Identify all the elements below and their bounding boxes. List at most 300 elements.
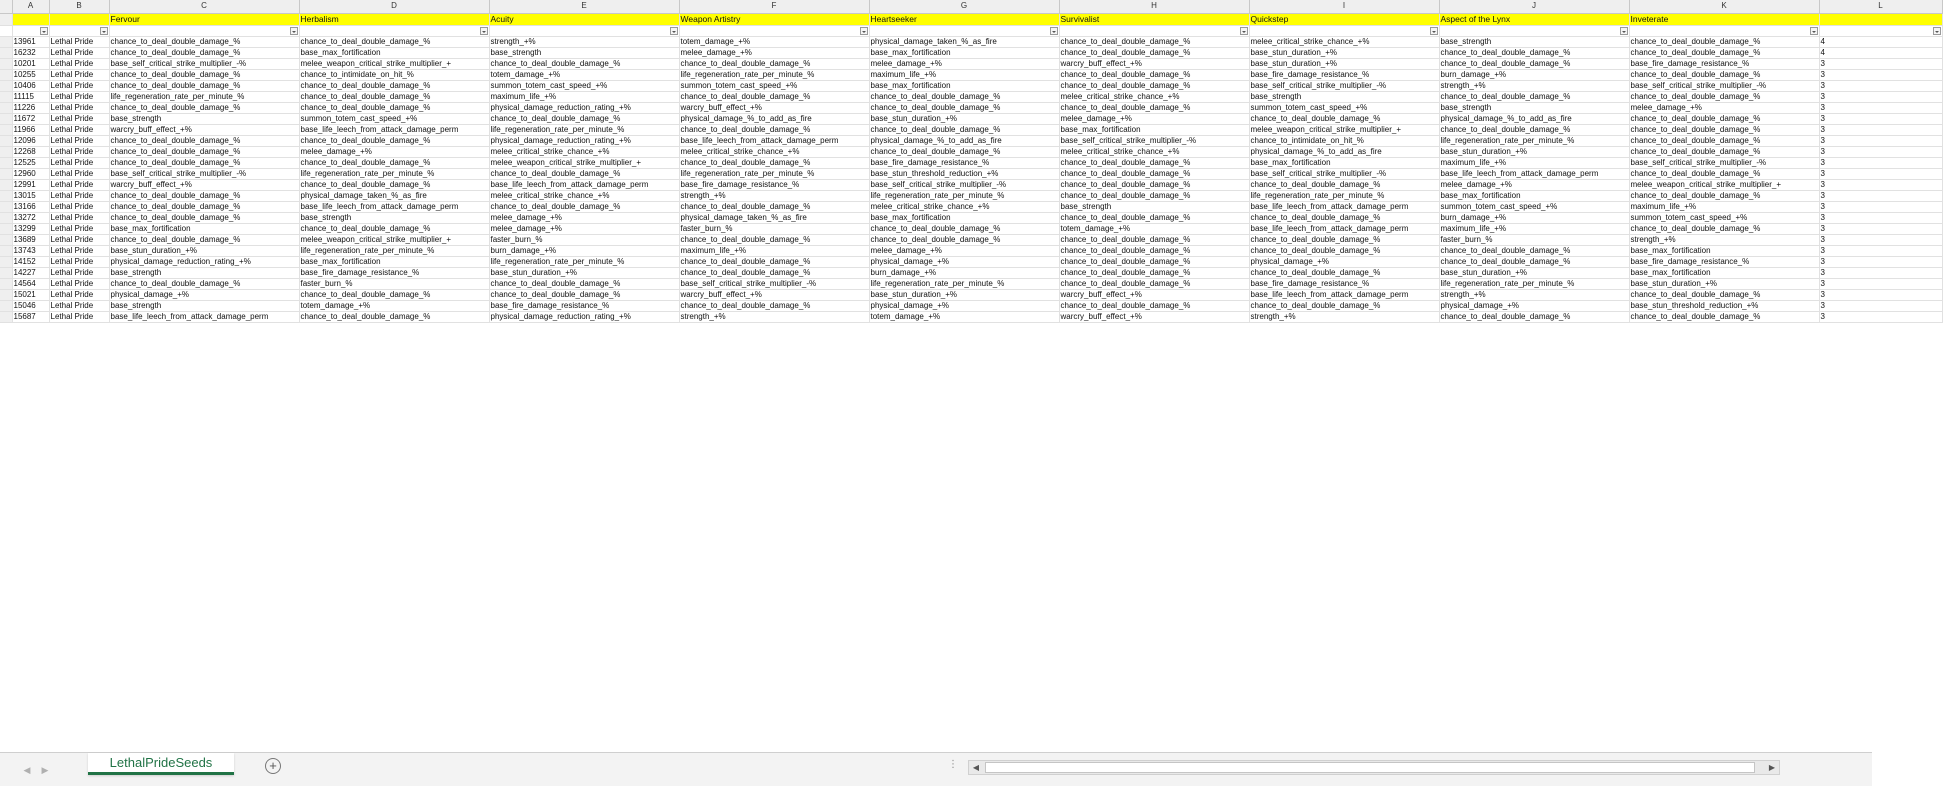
stat-cell[interactable]: chance_to_deal_double_damage_% xyxy=(679,201,869,212)
stat-cell[interactable]: chance_to_deal_double_damage_% xyxy=(1249,245,1439,256)
stat-cell[interactable]: chance_to_deal_double_damage_% xyxy=(1439,245,1629,256)
stat-cell[interactable]: totem_damage_+% xyxy=(489,69,679,80)
stat-cell[interactable]: burn_damage_+% xyxy=(1439,212,1629,223)
count-cell[interactable]: 3 xyxy=(1819,190,1942,201)
stat-cell[interactable]: base_fire_damage_resistance_% xyxy=(299,267,489,278)
filter-cell[interactable] xyxy=(109,25,299,36)
stat-cell[interactable]: base_stun_duration_+% xyxy=(1439,146,1629,157)
row-header[interactable] xyxy=(0,190,12,201)
stat-cell[interactable]: base_self_critical_strike_multiplier_-% xyxy=(1249,80,1439,91)
jewel-name-cell[interactable]: Lethal Pride xyxy=(49,256,109,267)
column-title[interactable]: Herbalism xyxy=(299,13,489,25)
stat-cell[interactable]: physical_damage_reduction_rating_+% xyxy=(489,102,679,113)
stat-cell[interactable]: physical_damage_%_to_add_as_fire xyxy=(679,113,869,124)
row-header[interactable] xyxy=(0,69,12,80)
stat-cell[interactable]: chance_to_deal_double_damage_% xyxy=(1629,36,1819,47)
seed-id-cell[interactable]: 11966 xyxy=(12,124,49,135)
stat-cell[interactable]: summon_totem_cast_speed_+% xyxy=(1629,212,1819,223)
column-header-I[interactable]: I xyxy=(1249,0,1439,13)
stat-cell[interactable]: chance_to_deal_double_damage_% xyxy=(109,47,299,58)
stat-cell[interactable]: life_regeneration_rate_per_minute_% xyxy=(679,69,869,80)
stat-cell[interactable]: base_fire_damage_resistance_% xyxy=(1249,278,1439,289)
filter-cell[interactable] xyxy=(299,25,489,36)
stat-cell[interactable]: chance_to_deal_double_damage_% xyxy=(1059,69,1249,80)
jewel-name-cell[interactable]: Lethal Pride xyxy=(49,58,109,69)
stat-cell[interactable]: chance_to_deal_double_damage_% xyxy=(489,113,679,124)
jewel-name-cell[interactable]: Lethal Pride xyxy=(49,157,109,168)
row-header[interactable] xyxy=(0,256,12,267)
seed-id-cell[interactable]: 14227 xyxy=(12,267,49,278)
count-cell[interactable]: 3 xyxy=(1819,300,1942,311)
stat-cell[interactable]: melee_damage_+% xyxy=(299,146,489,157)
count-cell[interactable]: 3 xyxy=(1819,223,1942,234)
row-header[interactable] xyxy=(0,278,12,289)
stat-cell[interactable]: physical_damage_+% xyxy=(869,300,1059,311)
column-header-L[interactable]: L xyxy=(1819,0,1942,13)
filter-dropdown-icon[interactable] xyxy=(1240,27,1248,35)
column-header-A[interactable]: A xyxy=(12,0,49,13)
stat-cell[interactable]: base_life_leech_from_attack_damage_perm xyxy=(109,311,299,322)
stat-cell[interactable]: chance_to_deal_double_damage_% xyxy=(1059,234,1249,245)
stat-cell[interactable]: life_regeneration_rate_per_minute_% xyxy=(1439,135,1629,146)
filter-dropdown-icon[interactable] xyxy=(100,27,108,35)
stat-cell[interactable]: melee_critical_strike_chance_+% xyxy=(869,201,1059,212)
stat-cell[interactable]: base_strength xyxy=(1059,201,1249,212)
count-cell[interactable]: 3 xyxy=(1819,245,1942,256)
stat-cell[interactable]: base_strength xyxy=(109,113,299,124)
stat-cell[interactable]: totem_damage_+% xyxy=(1059,223,1249,234)
row-header[interactable] xyxy=(0,47,12,58)
count-cell[interactable]: 3 xyxy=(1819,157,1942,168)
stat-cell[interactable]: chance_to_deal_double_damage_% xyxy=(1629,146,1819,157)
seed-id-cell[interactable]: 12268 xyxy=(12,146,49,157)
jewel-name-cell[interactable]: Lethal Pride xyxy=(49,80,109,91)
stat-cell[interactable]: summon_totem_cast_speed_+% xyxy=(679,80,869,91)
stat-cell[interactable]: warcry_buff_effect_+% xyxy=(1059,58,1249,69)
row-header[interactable] xyxy=(0,58,12,69)
stat-cell[interactable]: totem_damage_+% xyxy=(679,36,869,47)
seed-id-cell[interactable]: 13166 xyxy=(12,201,49,212)
stat-cell[interactable]: chance_to_deal_double_damage_% xyxy=(1059,157,1249,168)
filter-dropdown-icon[interactable] xyxy=(670,27,678,35)
stat-cell[interactable]: chance_to_deal_double_damage_% xyxy=(1629,190,1819,201)
stat-cell[interactable]: physical_damage_%_to_add_as_fire xyxy=(869,135,1059,146)
filter-dropdown-icon[interactable] xyxy=(860,27,868,35)
stat-cell[interactable]: chance_to_deal_double_damage_% xyxy=(1249,300,1439,311)
stat-cell[interactable]: chance_to_deal_double_damage_% xyxy=(1439,47,1629,58)
row-header[interactable] xyxy=(0,168,12,179)
seed-id-cell[interactable]: 10201 xyxy=(12,58,49,69)
stat-cell[interactable]: base_strength xyxy=(489,47,679,58)
row-header[interactable] xyxy=(0,201,12,212)
stat-cell[interactable]: warcry_buff_effect_+% xyxy=(109,179,299,190)
stat-cell[interactable]: base_life_leech_from_attack_damage_perm xyxy=(489,179,679,190)
stat-cell[interactable]: chance_to_deal_double_damage_% xyxy=(1059,80,1249,91)
horizontal-scrollbar[interactable] xyxy=(968,760,1780,775)
jewel-name-cell[interactable]: Lethal Pride xyxy=(49,135,109,146)
stat-cell[interactable]: strength_+% xyxy=(1439,289,1629,300)
seed-id-cell[interactable]: 15046 xyxy=(12,300,49,311)
stat-cell[interactable]: warcry_buff_effect_+% xyxy=(1059,311,1249,322)
row-header[interactable] xyxy=(0,212,12,223)
stat-cell[interactable]: chance_to_deal_double_damage_% xyxy=(1059,256,1249,267)
jewel-name-cell[interactable]: Lethal Pride xyxy=(49,168,109,179)
count-cell[interactable]: 3 xyxy=(1819,311,1942,322)
jewel-name-cell[interactable]: Lethal Pride xyxy=(49,289,109,300)
sheet-tab-lethalprideseeds[interactable]: LethalPrideSeeds xyxy=(88,753,234,775)
stat-cell[interactable]: warcry_buff_effect_+% xyxy=(109,124,299,135)
jewel-name-cell[interactable]: Lethal Pride xyxy=(49,245,109,256)
stat-cell[interactable]: chance_to_deal_double_damage_% xyxy=(1439,256,1629,267)
row-header[interactable] xyxy=(0,80,12,91)
scroll-right-icon[interactable]: ▶ xyxy=(1768,763,1776,772)
scroll-left-icon[interactable]: ◀ xyxy=(972,763,980,772)
stat-cell[interactable]: melee_damage_+% xyxy=(869,245,1059,256)
stat-cell[interactable]: melee_weapon_critical_strike_multiplier_+ xyxy=(489,157,679,168)
count-cell[interactable]: 3 xyxy=(1819,113,1942,124)
stat-cell[interactable]: faster_burn_% xyxy=(489,234,679,245)
stat-cell[interactable]: base_self_critical_strike_multiplier_-% xyxy=(679,278,869,289)
stat-cell[interactable]: chance_to_deal_double_damage_% xyxy=(1629,113,1819,124)
jewel-name-cell[interactable]: Lethal Pride xyxy=(49,311,109,322)
stat-cell[interactable]: summon_totem_cast_speed_+% xyxy=(299,113,489,124)
stat-cell[interactable]: warcry_buff_effect_+% xyxy=(679,102,869,113)
stat-cell[interactable]: warcry_buff_effect_+% xyxy=(1059,289,1249,300)
stat-cell[interactable]: faster_burn_% xyxy=(299,278,489,289)
column-header-F[interactable]: F xyxy=(679,0,869,13)
count-cell[interactable]: 3 xyxy=(1819,278,1942,289)
stat-cell[interactable]: chance_to_deal_double_damage_% xyxy=(1629,124,1819,135)
stat-cell[interactable]: base_max_fortification xyxy=(1439,190,1629,201)
stat-cell[interactable]: base_strength xyxy=(1249,91,1439,102)
stat-cell[interactable]: melee_weapon_critical_strike_multiplier_+ xyxy=(299,58,489,69)
stat-cell[interactable]: melee_critical_strike_chance_+% xyxy=(1249,36,1439,47)
stat-cell[interactable]: chance_to_deal_double_damage_% xyxy=(1059,300,1249,311)
stat-cell[interactable]: chance_to_deal_double_damage_% xyxy=(1439,311,1629,322)
stat-cell[interactable]: melee_damage_+% xyxy=(489,212,679,223)
row-header[interactable] xyxy=(0,234,12,245)
stat-cell[interactable]: chance_to_deal_double_damage_% xyxy=(299,223,489,234)
stat-cell[interactable]: life_regeneration_rate_per_minute_% xyxy=(679,168,869,179)
filter-dropdown-icon[interactable] xyxy=(1050,27,1058,35)
stat-cell[interactable]: life_regeneration_rate_per_minute_% xyxy=(299,245,489,256)
stat-cell[interactable]: warcry_buff_effect_+% xyxy=(679,289,869,300)
stat-cell[interactable]: maximum_life_+% xyxy=(869,69,1059,80)
stat-cell[interactable]: chance_to_deal_double_damage_% xyxy=(679,157,869,168)
stat-cell[interactable]: melee_damage_+% xyxy=(1629,102,1819,113)
stat-cell[interactable]: melee_damage_+% xyxy=(1059,113,1249,124)
stat-cell[interactable]: life_regeneration_rate_per_minute_% xyxy=(299,168,489,179)
seed-id-cell[interactable]: 13272 xyxy=(12,212,49,223)
stat-cell[interactable]: totem_damage_+% xyxy=(299,300,489,311)
filter-cell[interactable] xyxy=(869,25,1059,36)
stat-cell[interactable]: melee_critical_strike_chance_+% xyxy=(489,190,679,201)
stat-cell[interactable]: chance_to_deal_double_damage_% xyxy=(1059,102,1249,113)
stat-cell[interactable]: physical_damage_+% xyxy=(109,289,299,300)
column-title[interactable]: Heartseeker xyxy=(869,13,1059,25)
stat-cell[interactable]: burn_damage_+% xyxy=(869,267,1059,278)
stat-cell[interactable]: chance_to_deal_double_damage_% xyxy=(109,278,299,289)
stat-cell[interactable]: base_strength xyxy=(1439,102,1629,113)
stat-cell[interactable]: base_strength xyxy=(109,300,299,311)
stat-cell[interactable]: physical_damage_taken_%_as_fire xyxy=(679,212,869,223)
jewel-name-cell[interactable]: Lethal Pride xyxy=(49,146,109,157)
stat-cell[interactable]: chance_to_deal_double_damage_% xyxy=(1059,179,1249,190)
stat-cell[interactable]: chance_to_deal_double_damage_% xyxy=(489,201,679,212)
seed-id-cell[interactable]: 11226 xyxy=(12,102,49,113)
stat-cell[interactable]: base_stun_duration_+% xyxy=(869,289,1059,300)
stat-cell[interactable]: chance_to_deal_double_damage_% xyxy=(489,168,679,179)
seed-id-cell[interactable]: 11115 xyxy=(12,91,49,102)
jewel-name-cell[interactable]: Lethal Pride xyxy=(49,179,109,190)
stat-cell[interactable]: chance_to_deal_double_damage_% xyxy=(679,91,869,102)
seed-id-cell[interactable]: 13015 xyxy=(12,190,49,201)
row-header[interactable] xyxy=(0,36,12,47)
stat-cell[interactable]: chance_to_deal_double_damage_% xyxy=(1059,47,1249,58)
stat-cell[interactable]: chance_to_deal_double_damage_% xyxy=(1439,124,1629,135)
stat-cell[interactable]: chance_to_deal_double_damage_% xyxy=(679,256,869,267)
seed-id-cell[interactable]: 16232 xyxy=(12,47,49,58)
stat-cell[interactable]: chance_to_deal_double_damage_% xyxy=(109,190,299,201)
row-header[interactable] xyxy=(0,13,12,25)
stat-cell[interactable]: chance_to_deal_double_damage_% xyxy=(1059,36,1249,47)
stat-cell[interactable]: chance_to_deal_double_damage_% xyxy=(1629,47,1819,58)
seed-id-cell[interactable]: 14564 xyxy=(12,278,49,289)
stat-cell[interactable]: chance_to_deal_double_damage_% xyxy=(869,146,1059,157)
column-title[interactable]: Aspect of the Lynx xyxy=(1439,13,1629,25)
stat-cell[interactable]: chance_to_deal_double_damage_% xyxy=(1249,234,1439,245)
jewel-name-cell[interactable]: Lethal Pride xyxy=(49,300,109,311)
stat-cell[interactable]: chance_to_deal_double_damage_% xyxy=(869,223,1059,234)
count-cell[interactable]: 4 xyxy=(1819,47,1942,58)
seed-id-cell[interactable]: 15021 xyxy=(12,289,49,300)
stat-cell[interactable]: chance_to_deal_double_damage_% xyxy=(109,201,299,212)
row-header[interactable] xyxy=(0,102,12,113)
stat-cell[interactable]: chance_to_deal_double_damage_% xyxy=(109,69,299,80)
stat-cell[interactable]: chance_to_deal_double_damage_% xyxy=(1249,113,1439,124)
column-header-H[interactable]: H xyxy=(1059,0,1249,13)
jewel-name-cell[interactable]: Lethal Pride xyxy=(49,91,109,102)
seed-id-cell[interactable]: 11672 xyxy=(12,113,49,124)
count-cell[interactable]: 3 xyxy=(1819,212,1942,223)
stat-cell[interactable]: base_stun_duration_+% xyxy=(1249,58,1439,69)
stat-cell[interactable]: base_self_critical_strike_multiplier_-% xyxy=(869,179,1059,190)
stat-cell[interactable]: chance_to_deal_double_damage_% xyxy=(489,58,679,69)
stat-cell[interactable]: melee_weapon_critical_strike_multiplier_+ xyxy=(299,234,489,245)
filter-dropdown-icon[interactable] xyxy=(290,27,298,35)
row-header[interactable] xyxy=(0,223,12,234)
stat-cell[interactable]: life_regeneration_rate_per_minute_% xyxy=(489,256,679,267)
filter-cell[interactable] xyxy=(49,25,109,36)
stat-cell[interactable]: chance_to_deal_double_damage_% xyxy=(489,278,679,289)
stat-cell[interactable]: maximum_life_+% xyxy=(1439,223,1629,234)
seed-id-cell[interactable]: 13299 xyxy=(12,223,49,234)
count-cell[interactable]: 3 xyxy=(1819,179,1942,190)
stat-cell[interactable]: melee_critical_strike_chance_+% xyxy=(679,146,869,157)
stat-cell[interactable]: base_max_fortification xyxy=(1249,157,1439,168)
stat-cell[interactable]: life_regeneration_rate_per_minute_% xyxy=(489,124,679,135)
stat-cell[interactable]: base_self_critical_strike_multiplier_-% xyxy=(1059,135,1249,146)
jewel-name-cell[interactable]: Lethal Pride xyxy=(49,124,109,135)
stat-cell[interactable]: chance_to_deal_double_damage_% xyxy=(679,234,869,245)
count-cell[interactable]: 3 xyxy=(1819,146,1942,157)
seed-id-cell[interactable]: 12525 xyxy=(12,157,49,168)
stat-cell[interactable]: base_stun_duration_+% xyxy=(1249,47,1439,58)
filter-cell[interactable] xyxy=(1629,25,1819,36)
stat-cell[interactable]: chance_to_deal_double_damage_% xyxy=(1629,135,1819,146)
row-header[interactable] xyxy=(0,124,12,135)
stat-cell[interactable]: strength_+% xyxy=(1439,80,1629,91)
stat-cell[interactable]: chance_to_deal_double_damage_% xyxy=(299,102,489,113)
column-title[interactable]: Fervour xyxy=(109,13,299,25)
stat-cell[interactable]: chance_to_deal_double_damage_% xyxy=(679,300,869,311)
stat-cell[interactable]: chance_to_intimidate_on_hit_% xyxy=(299,69,489,80)
filter-cell[interactable] xyxy=(489,25,679,36)
stat-cell[interactable]: summon_totem_cast_speed_+% xyxy=(1249,102,1439,113)
stat-cell[interactable]: base_life_leech_from_attack_damage_perm xyxy=(1439,168,1629,179)
stat-cell[interactable]: base_fire_damage_resistance_% xyxy=(489,300,679,311)
row-header[interactable] xyxy=(0,267,12,278)
seed-id-cell[interactable]: 14152 xyxy=(12,256,49,267)
stat-cell[interactable]: chance_to_deal_double_damage_% xyxy=(679,124,869,135)
column-header-B[interactable]: B xyxy=(49,0,109,13)
stat-cell[interactable]: melee_damage_+% xyxy=(489,223,679,234)
column-header-E[interactable]: E xyxy=(489,0,679,13)
stat-cell[interactable]: strength_+% xyxy=(489,36,679,47)
stat-cell[interactable]: chance_to_deal_double_damage_% xyxy=(1439,91,1629,102)
stat-cell[interactable]: maximum_life_+% xyxy=(489,91,679,102)
stat-cell[interactable]: maximum_life_+% xyxy=(679,245,869,256)
stat-cell[interactable]: chance_to_deal_double_damage_% xyxy=(679,58,869,69)
stat-cell[interactable]: base_stun_duration_+% xyxy=(489,267,679,278)
stat-cell[interactable]: maximum_life_+% xyxy=(1629,201,1819,212)
stat-cell[interactable]: physical_damage_%_to_add_as_fire xyxy=(1439,113,1629,124)
stat-cell[interactable]: base_strength xyxy=(1439,36,1629,47)
stat-cell[interactable]: chance_to_deal_double_damage_% xyxy=(299,91,489,102)
stat-cell[interactable]: chance_to_deal_double_damage_% xyxy=(299,179,489,190)
stat-cell[interactable]: base_max_fortification xyxy=(869,212,1059,223)
seed-id-cell[interactable]: 12960 xyxy=(12,168,49,179)
stat-cell[interactable]: base_strength xyxy=(299,212,489,223)
stat-cell[interactable]: chance_to_deal_double_damage_% xyxy=(109,80,299,91)
stat-cell[interactable]: chance_to_deal_double_damage_% xyxy=(299,135,489,146)
seed-id-cell[interactable]: 10406 xyxy=(12,80,49,91)
title-cell-L[interactable] xyxy=(1819,13,1942,25)
stat-cell[interactable]: chance_to_deal_double_damage_% xyxy=(1629,289,1819,300)
count-cell[interactable]: 3 xyxy=(1819,267,1942,278)
jewel-name-cell[interactable]: Lethal Pride xyxy=(49,190,109,201)
jewel-name-cell[interactable]: Lethal Pride xyxy=(49,102,109,113)
filter-dropdown-icon[interactable] xyxy=(1430,27,1438,35)
seed-id-cell[interactable]: 12096 xyxy=(12,135,49,146)
column-title[interactable]: Weapon Artistry xyxy=(679,13,869,25)
column-header-C[interactable]: C xyxy=(109,0,299,13)
stat-cell[interactable]: life_regeneration_rate_per_minute_% xyxy=(869,278,1059,289)
stat-cell[interactable]: life_regeneration_rate_per_minute_% xyxy=(1439,278,1629,289)
stat-cell[interactable]: chance_to_deal_double_damage_% xyxy=(869,124,1059,135)
count-cell[interactable]: 3 xyxy=(1819,256,1942,267)
column-title[interactable]: Survivalist xyxy=(1059,13,1249,25)
stat-cell[interactable]: chance_to_deal_double_damage_% xyxy=(1439,58,1629,69)
filter-dropdown-icon[interactable] xyxy=(1620,27,1628,35)
title-cell-A[interactable] xyxy=(12,13,49,25)
count-cell[interactable]: 3 xyxy=(1819,289,1942,300)
count-cell[interactable]: 3 xyxy=(1819,201,1942,212)
select-all-corner[interactable] xyxy=(0,0,12,13)
stat-cell[interactable]: strength_+% xyxy=(1249,311,1439,322)
jewel-name-cell[interactable]: Lethal Pride xyxy=(49,47,109,58)
seed-id-cell[interactable]: 12991 xyxy=(12,179,49,190)
filter-cell[interactable] xyxy=(12,25,49,36)
stat-cell[interactable]: base_life_leech_from_attack_damage_perm xyxy=(299,124,489,135)
stat-cell[interactable]: physical_damage_reduction_rating_+% xyxy=(109,256,299,267)
count-cell[interactable]: 3 xyxy=(1819,69,1942,80)
count-cell[interactable]: 3 xyxy=(1819,234,1942,245)
filter-dropdown-icon[interactable] xyxy=(480,27,488,35)
filter-cell[interactable] xyxy=(1059,25,1249,36)
stat-cell[interactable]: base_max_fortification xyxy=(299,47,489,58)
stat-cell[interactable]: base_max_fortification xyxy=(1629,267,1819,278)
stat-cell[interactable]: chance_to_deal_double_damage_% xyxy=(1059,245,1249,256)
stat-cell[interactable]: chance_to_deal_double_damage_% xyxy=(869,102,1059,113)
stat-cell[interactable]: chance_to_deal_double_damage_% xyxy=(1059,168,1249,179)
stat-cell[interactable]: burn_damage_+% xyxy=(1439,69,1629,80)
seed-id-cell[interactable]: 13743 xyxy=(12,245,49,256)
stat-cell[interactable]: chance_to_deal_double_damage_% xyxy=(869,91,1059,102)
stat-cell[interactable]: base_stun_threshold_reduction_+% xyxy=(869,168,1059,179)
stat-cell[interactable]: burn_damage_+% xyxy=(489,245,679,256)
stat-cell[interactable]: base_fire_damage_resistance_% xyxy=(1629,58,1819,69)
stat-cell[interactable]: melee_weapon_critical_strike_multiplier_+ xyxy=(1629,179,1819,190)
jewel-name-cell[interactable]: Lethal Pride xyxy=(49,69,109,80)
stat-cell[interactable]: chance_to_deal_double_damage_% xyxy=(489,289,679,300)
column-header-J[interactable]: J xyxy=(1439,0,1629,13)
stat-cell[interactable]: chance_to_deal_double_damage_% xyxy=(109,212,299,223)
stat-cell[interactable]: chance_to_deal_double_damage_% xyxy=(1059,278,1249,289)
row-header[interactable] xyxy=(0,289,12,300)
stat-cell[interactable]: physical_damage_+% xyxy=(869,256,1059,267)
scrollbar-thumb[interactable] xyxy=(985,762,1755,773)
stat-cell[interactable]: chance_to_deal_double_damage_% xyxy=(1249,179,1439,190)
jewel-name-cell[interactable]: Lethal Pride xyxy=(49,201,109,212)
stat-cell[interactable]: chance_to_deal_double_damage_% xyxy=(1059,212,1249,223)
stat-cell[interactable]: melee_critical_strike_chance_+% xyxy=(489,146,679,157)
stat-cell[interactable]: faster_burn_% xyxy=(679,223,869,234)
stat-cell[interactable]: physical_damage_+% xyxy=(1249,256,1439,267)
stat-cell[interactable]: chance_to_deal_double_damage_% xyxy=(299,80,489,91)
stat-cell[interactable]: chance_to_deal_double_damage_% xyxy=(109,135,299,146)
stat-cell[interactable]: strength_+% xyxy=(679,311,869,322)
stat-cell[interactable]: melee_damage_+% xyxy=(1439,179,1629,190)
stat-cell[interactable]: life_regeneration_rate_per_minute_% xyxy=(869,190,1059,201)
stat-cell[interactable]: base_stun_duration_+% xyxy=(869,113,1059,124)
stat-cell[interactable]: chance_to_deal_double_damage_% xyxy=(1249,267,1439,278)
stat-cell[interactable]: strength_+% xyxy=(1629,234,1819,245)
stat-cell[interactable]: chance_to_deal_double_damage_% xyxy=(109,234,299,245)
jewel-name-cell[interactable]: Lethal Pride xyxy=(49,212,109,223)
stat-cell[interactable]: chance_to_deal_double_damage_% xyxy=(299,311,489,322)
stat-cell[interactable]: chance_to_deal_double_damage_% xyxy=(109,146,299,157)
stat-cell[interactable]: chance_to_deal_double_damage_% xyxy=(679,267,869,278)
row-header[interactable] xyxy=(0,311,12,322)
jewel-name-cell[interactable]: Lethal Pride xyxy=(49,234,109,245)
stat-cell[interactable]: base_max_fortification xyxy=(299,256,489,267)
stat-cell[interactable]: base_life_leech_from_attack_damage_perm xyxy=(1249,289,1439,300)
row-header[interactable] xyxy=(0,300,12,311)
stat-cell[interactable]: melee_critical_strike_chance_+% xyxy=(1059,91,1249,102)
count-cell[interactable]: 3 xyxy=(1819,80,1942,91)
jewel-name-cell[interactable]: Lethal Pride xyxy=(49,113,109,124)
